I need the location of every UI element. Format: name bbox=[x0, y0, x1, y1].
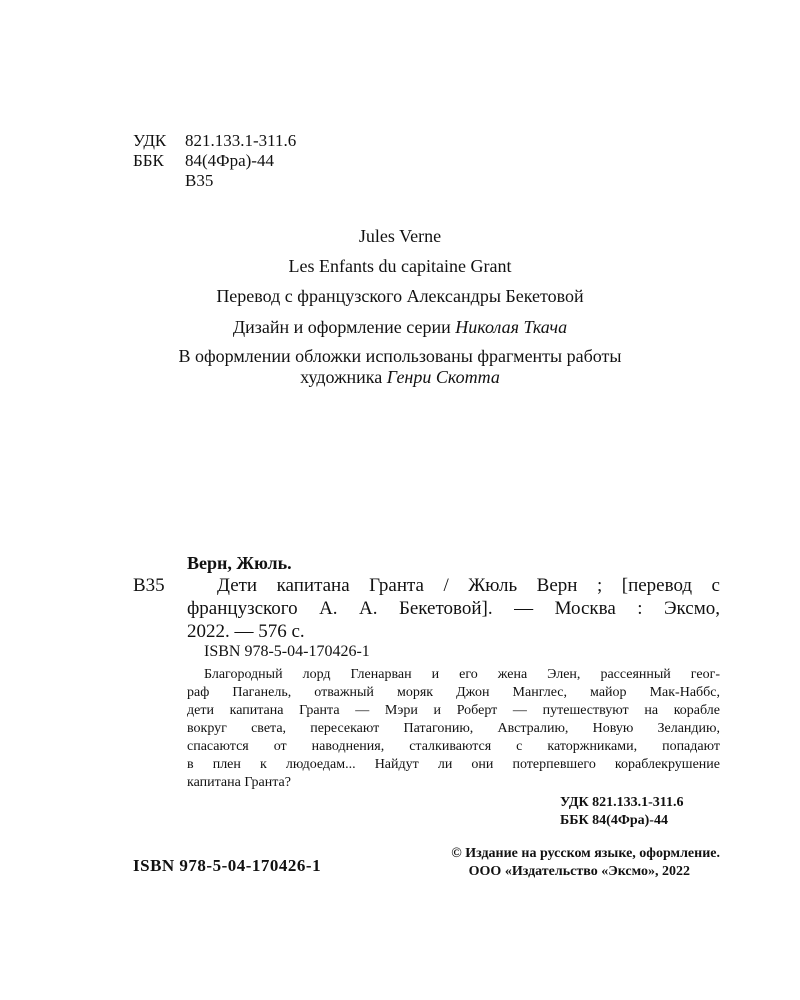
record-isbn: ISBN 978-5-04-170426-1 bbox=[204, 643, 370, 660]
bbk-value: 84(4Фра)-44 bbox=[185, 151, 274, 170]
bbk-label: ББК bbox=[133, 151, 164, 170]
description-line-1: Дети капитана Гранта / Жюль Верн ; [перевод с bbox=[217, 575, 720, 596]
author-mark: В35 bbox=[185, 171, 214, 190]
author-heading: Верн, Жюль. bbox=[187, 553, 292, 573]
udk-label: УДК bbox=[133, 131, 167, 150]
abstract-line: спасаются от наводнения, сталкиваются с каторжниками, попадают bbox=[187, 739, 720, 754]
abstract-line: в плен к людоедам... Найдут ли они потерпевшего кораблекрушение bbox=[187, 757, 720, 772]
cover-artist: Генри Скотта bbox=[386, 367, 500, 387]
cover-prefix: художника bbox=[300, 367, 387, 387]
original-author: Jules Verne bbox=[358, 226, 442, 246]
abstract-line: капитана Гранта? bbox=[187, 775, 291, 790]
copyright-line2: ООО «Издательство «Эксмо», 2022 bbox=[468, 864, 690, 879]
design-credit bbox=[100, 317, 700, 338]
abstract-line: вокруг света, пересекают Патагонию, Австралию, Новую Зеландию, bbox=[187, 721, 720, 736]
cover-credit-line2 bbox=[100, 367, 700, 388]
design-prefix: Дизайн и оформление серии bbox=[232, 317, 456, 337]
copyright-line1: © Издание на русском языке, оформление. bbox=[451, 846, 720, 861]
designer-name: Николая Ткача bbox=[455, 317, 568, 337]
cover-credit-line1: В оформлении обложки использованы фрагменты работы bbox=[178, 346, 622, 366]
description-line-2: французского А. А. Бекетовой]. — Москва : Эксмо, bbox=[187, 598, 720, 619]
record-mark: В35 bbox=[133, 575, 165, 596]
footer-isbn: ISBN 978-5-04-170426-1 bbox=[133, 856, 322, 875]
translation-credit: Перевод с французского Александры Бекетовой bbox=[216, 286, 584, 306]
original-title: Les Enfants du capitaine Grant bbox=[288, 256, 512, 276]
abstract-line: дети капитана Гранта — Мэри и Роберт — путешествуют на корабле bbox=[187, 703, 720, 718]
bbk-right: ББК 84(4Фра)-44 bbox=[560, 813, 668, 828]
abstract-line: Благородный лорд Гленарван и его жена Элен, рассеянный геог- bbox=[204, 667, 720, 682]
description-line-3: 2022. — 576 с. bbox=[187, 621, 305, 642]
abstract-line: раф Паганель, отважный моряк Джон Манглес, майор Мак-Наббс, bbox=[187, 685, 720, 700]
udk-right: УДК 821.133.1-311.6 bbox=[560, 795, 684, 810]
udk-value: 821.133.1-311.6 bbox=[185, 131, 297, 150]
